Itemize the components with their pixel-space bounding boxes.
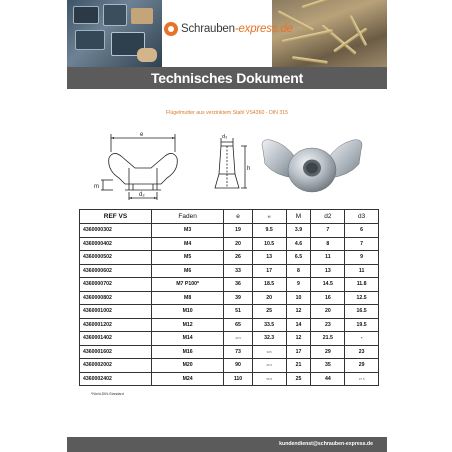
table-cell: 305 [252,345,286,359]
toolbox-photo [67,0,162,67]
dim-label-d2: d₂ [139,192,145,198]
table-cell: 25 [252,305,286,319]
table-cell: 44 [311,372,345,386]
column-header: M [286,210,311,224]
table-cell: 12 [286,332,311,346]
table-cell: 3.9 [286,224,311,238]
table-cell: 12 [286,305,311,319]
table-cell: 16.5 [345,305,379,319]
table-row [80,237,379,251]
table-cell: M3 [152,224,224,238]
table-cell: M8 [152,291,224,305]
table-cell: 23 [311,318,345,332]
brand-logo[interactable] [164,22,293,36]
header-photo-band [67,0,387,67]
table-row [80,359,379,373]
table-cell: 35 [311,359,345,373]
table-cell: 14.5 [311,278,345,292]
column-header: d3 [345,210,379,224]
table-cell: 19 [224,224,252,238]
table-cell: 9 [345,251,379,265]
brand-name: Schrauben-express.de [181,23,293,35]
ref-cell: 4360000402 [80,237,152,251]
table-cell: 29 [311,345,345,359]
dim-label-h: h [247,166,251,172]
table-cell: 13 [252,251,286,265]
dim-label-m: m [94,184,99,190]
table-cell: 65 [224,318,252,332]
table-cell: 21 [286,359,311,373]
table-cell: 25 [286,372,311,386]
ref-cell: 4360000502 [80,251,152,265]
title-bar [67,67,387,89]
ref-cell: 4360002402 [80,372,152,386]
product-subtitle: Flügelmutter aus verzinktem Stahl VS4360 - DIN 315 [166,110,288,116]
front-view-drawing [83,128,203,204]
table-cell: 20 [252,291,286,305]
table-cell: 7 [311,224,345,238]
table-cell: 8 [311,237,345,251]
table-cell: 20 [224,237,252,251]
table-cell: 43.5 [224,332,252,346]
column-header: H [252,210,286,224]
dim-label-e: e [140,132,144,138]
table-cell: 51 [224,305,252,319]
table-cell: 11.8 [345,278,379,292]
table-cell: 14 [286,318,311,332]
document-page [67,0,387,452]
footer-bar [67,437,387,452]
table-cell: 17 [286,345,311,359]
table-cell: 11 [311,251,345,265]
table-cell: 7 [345,237,379,251]
table-row [80,278,379,292]
table-cell: 29 [345,359,379,373]
ref-cell: 4360001002 [80,305,152,319]
table-row [80,291,379,305]
footnote: *Nicht-DIN-Standard [91,392,124,396]
table-cell: 46.5 [252,359,286,373]
ref-cell: 4360000802 [80,291,152,305]
table-cell: M4 [152,237,224,251]
table-row [80,332,379,346]
column-header: e [224,210,252,224]
table-cell: 16 [311,291,345,305]
table-cell: M5 [152,251,224,265]
dim-label-d3: d₃ [222,134,228,140]
logo-icon [164,22,178,36]
table-cell: - [345,332,379,346]
table-header-row [80,210,379,224]
table-cell: 6.5 [286,251,311,265]
table-cell: M12 [152,318,224,332]
table-cell: 39 [224,291,252,305]
table-row [80,305,379,319]
ref-cell: 4360000302 [80,224,152,238]
table-cell: 32.3 [252,332,286,346]
table-cell: 19.5 [345,318,379,332]
spec-table [79,209,379,386]
table-cell: M24 [152,372,224,386]
table-cell: M14 [152,332,224,346]
ref-cell: 4360001602 [80,345,152,359]
column-header: REF VS [80,210,152,224]
table-cell: 11 [345,264,379,278]
wing-nut-photo [257,134,367,200]
table-cell: 4.6 [286,237,311,251]
ref-cell: 4360000702 [80,278,152,292]
table-cell: 17 [252,264,286,278]
table-row [80,264,379,278]
table-row [80,345,379,359]
table-cell: 12.5 [345,291,379,305]
column-header: Faden [152,210,224,224]
table-cell: 90 [224,359,252,373]
table-cell: M16 [152,345,224,359]
side-view-drawing [205,132,251,202]
table-cell: 23 [345,345,379,359]
table-cell: M20 [152,359,224,373]
table-cell: 9 [286,278,311,292]
table-cell: M6 [152,264,224,278]
table-cell: 37.5 [345,372,379,386]
table-cell: 73 [224,345,252,359]
table-row [80,224,379,238]
table-cell: 20 [311,305,345,319]
table-cell: 13 [311,264,345,278]
table-row [80,318,379,332]
table-row [80,251,379,265]
table-cell: M10 [152,305,224,319]
column-header: d2 [311,210,345,224]
table-cell: M7 P100* [152,278,224,292]
table-cell: 10.5 [252,237,286,251]
ref-cell: 4360002002 [80,359,152,373]
table-cell: 10 [286,291,311,305]
ref-cell: 4360000602 [80,264,152,278]
table-cell: 18.5 [252,278,286,292]
ref-cell: 4360001402 [80,332,152,346]
table-row [80,372,379,386]
table-cell: 33.5 [252,318,286,332]
table-cell: 33 [224,264,252,278]
table-cell: 56.8 [252,372,286,386]
table-cell: 8 [286,264,311,278]
table-cell: 9.5 [252,224,286,238]
table-cell: 6 [345,224,379,238]
table-cell: 36 [224,278,252,292]
table-cell: 110 [224,372,252,386]
ref-cell: 4360001202 [80,318,152,332]
page-title: Technisches Dokument [150,70,304,86]
table-cell: 26 [224,251,252,265]
table-cell: 21.5 [311,332,345,346]
support-email-link[interactable]: kundendienst@schrauben-express.de [279,441,373,447]
